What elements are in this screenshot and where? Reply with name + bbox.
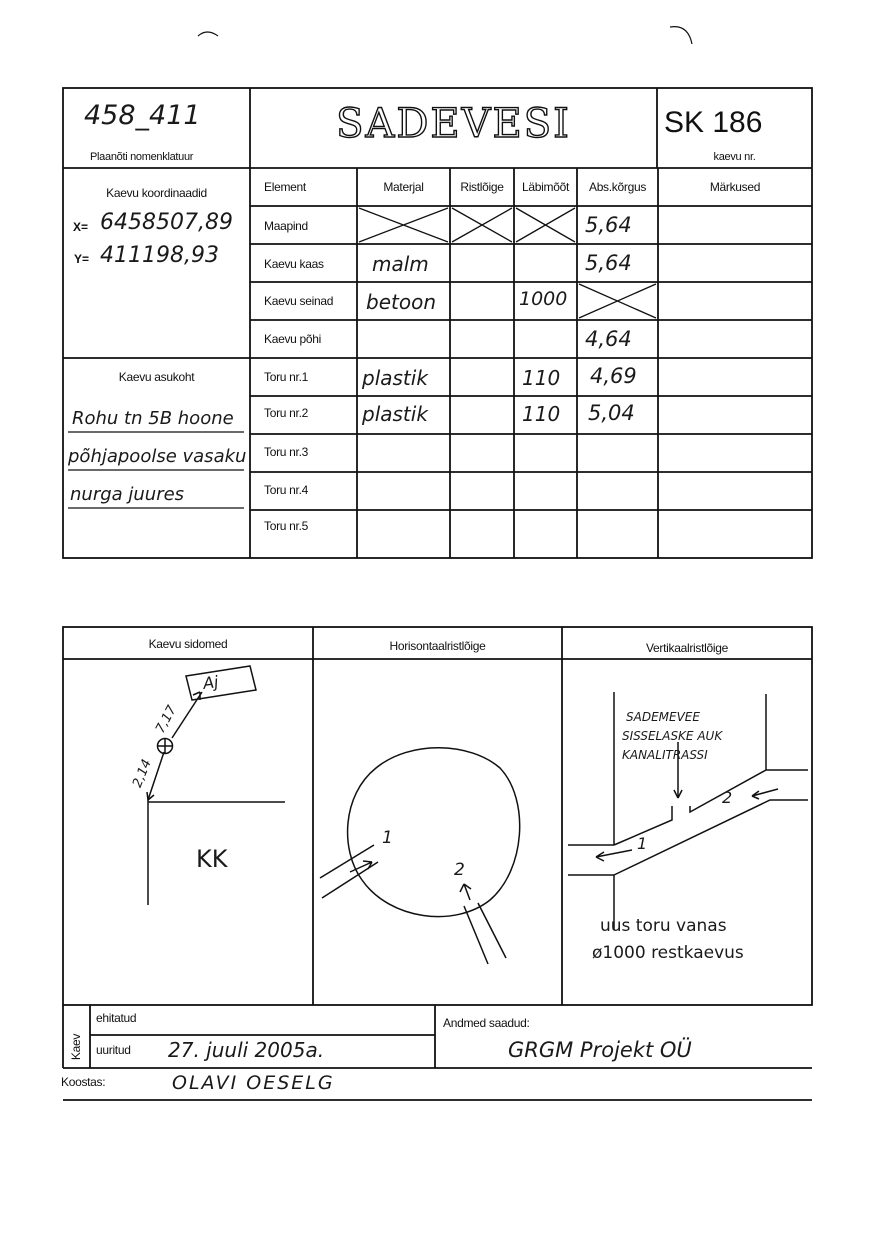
building-label: KK	[196, 845, 228, 873]
material-value: plastik	[362, 366, 428, 390]
x-coordinate-label: X=	[73, 220, 89, 234]
reference-box-label: Aj	[201, 672, 220, 693]
section-caption-line-2: ø1000 restkaevus	[592, 943, 744, 963]
tie-distance-2: 2,14	[130, 757, 155, 790]
column-header: Abs.kõrgus	[588, 180, 647, 194]
panel-title-vertical-section: Vertikaalristlõige	[646, 641, 728, 655]
diameter-value: 110	[522, 402, 561, 426]
y-coordinate-value: 411198,93	[100, 243, 219, 268]
row-element: Toru nr.5	[264, 519, 308, 533]
material-value: plastik	[362, 402, 428, 426]
surveyed-label: uuritud	[96, 1043, 131, 1057]
column-header: Materjal	[383, 180, 424, 194]
x-coordinate-value: 6458507,89	[100, 210, 233, 235]
pipe-1-label: 1	[637, 834, 648, 853]
compiled-by-label: Koostas:	[61, 1075, 106, 1089]
data-source-label: Andmed saadud:	[443, 1016, 530, 1030]
row-element: Kaevu kaas	[264, 257, 324, 271]
row-element: Kaevu põhi	[264, 332, 322, 346]
abs-height-value: 5,64	[585, 251, 632, 275]
pipe-2-label: 2	[454, 860, 465, 880]
inlet-note-line-2: SISSELASKE AUK	[622, 729, 723, 743]
page-title: SADEVESI	[336, 101, 571, 147]
abs-height-value: 5,04	[588, 401, 635, 425]
row-element: Toru nr.4	[264, 483, 308, 497]
material-value: betoon	[366, 290, 436, 314]
diameter-value: 1000	[519, 288, 568, 310]
panel-title-horizontal-section: Horisontaalristlõige	[389, 639, 486, 653]
diameter-value: 110	[522, 366, 561, 390]
section-caption-line-1: uus toru vanas	[600, 916, 727, 936]
location-line-1: Rohu tn 5B hoone	[72, 408, 234, 429]
surveyed-value: 27. juuli 2005a.	[168, 1038, 325, 1062]
tie-distance-1: 7,17	[153, 703, 180, 736]
material-value: malm	[372, 252, 429, 276]
pipe-2-label: 2	[722, 788, 733, 807]
row-element: Toru nr.2	[264, 406, 308, 420]
column-header: Märkused	[709, 180, 761, 194]
compiled-by-value: OLAVI OESELG	[172, 1072, 335, 1094]
column-header: Ristlõige	[460, 180, 504, 194]
panel-title-ties: Kaevu sidomed	[148, 637, 228, 651]
well-number-label: kaevu nr.	[713, 151, 756, 163]
pipe-1-label: 1	[382, 828, 393, 848]
column-header: Läbimõõt	[522, 180, 569, 194]
abs-height-value: 5,64	[585, 213, 632, 237]
inlet-note-line-3: KANALITRASSI	[622, 748, 708, 762]
location-line-3: nurga juures	[70, 484, 185, 505]
row-element: Toru nr.1	[264, 370, 308, 384]
location-line-2: põhjapoolse vasaku	[68, 446, 247, 467]
inlet-note-line-1: SADEMEVEE	[626, 710, 700, 724]
y-coordinate-label: Y=	[74, 252, 90, 266]
nomenclature-label: Plaanõti nomenklatuur	[90, 151, 194, 163]
well-side-label: Kaev	[69, 1033, 83, 1061]
row-element: Kaevu seinad	[264, 294, 334, 308]
data-source-value: GRGM Projekt OÜ	[508, 1038, 692, 1062]
row-element: Toru nr.3	[264, 445, 308, 459]
abs-height-value: 4,64	[585, 327, 632, 351]
column-header: Element	[264, 180, 306, 194]
location-label: Kaevu asukoht	[118, 370, 195, 384]
row-element: Maapind	[264, 219, 308, 233]
well-number-value: SK 186	[664, 106, 763, 139]
coordinates-label: Kaevu koordinaadid	[106, 186, 207, 200]
built-label: ehitatud	[96, 1011, 137, 1025]
abs-height-value: 4,69	[590, 364, 637, 388]
nomenclature-value: 458_411	[84, 100, 201, 131]
